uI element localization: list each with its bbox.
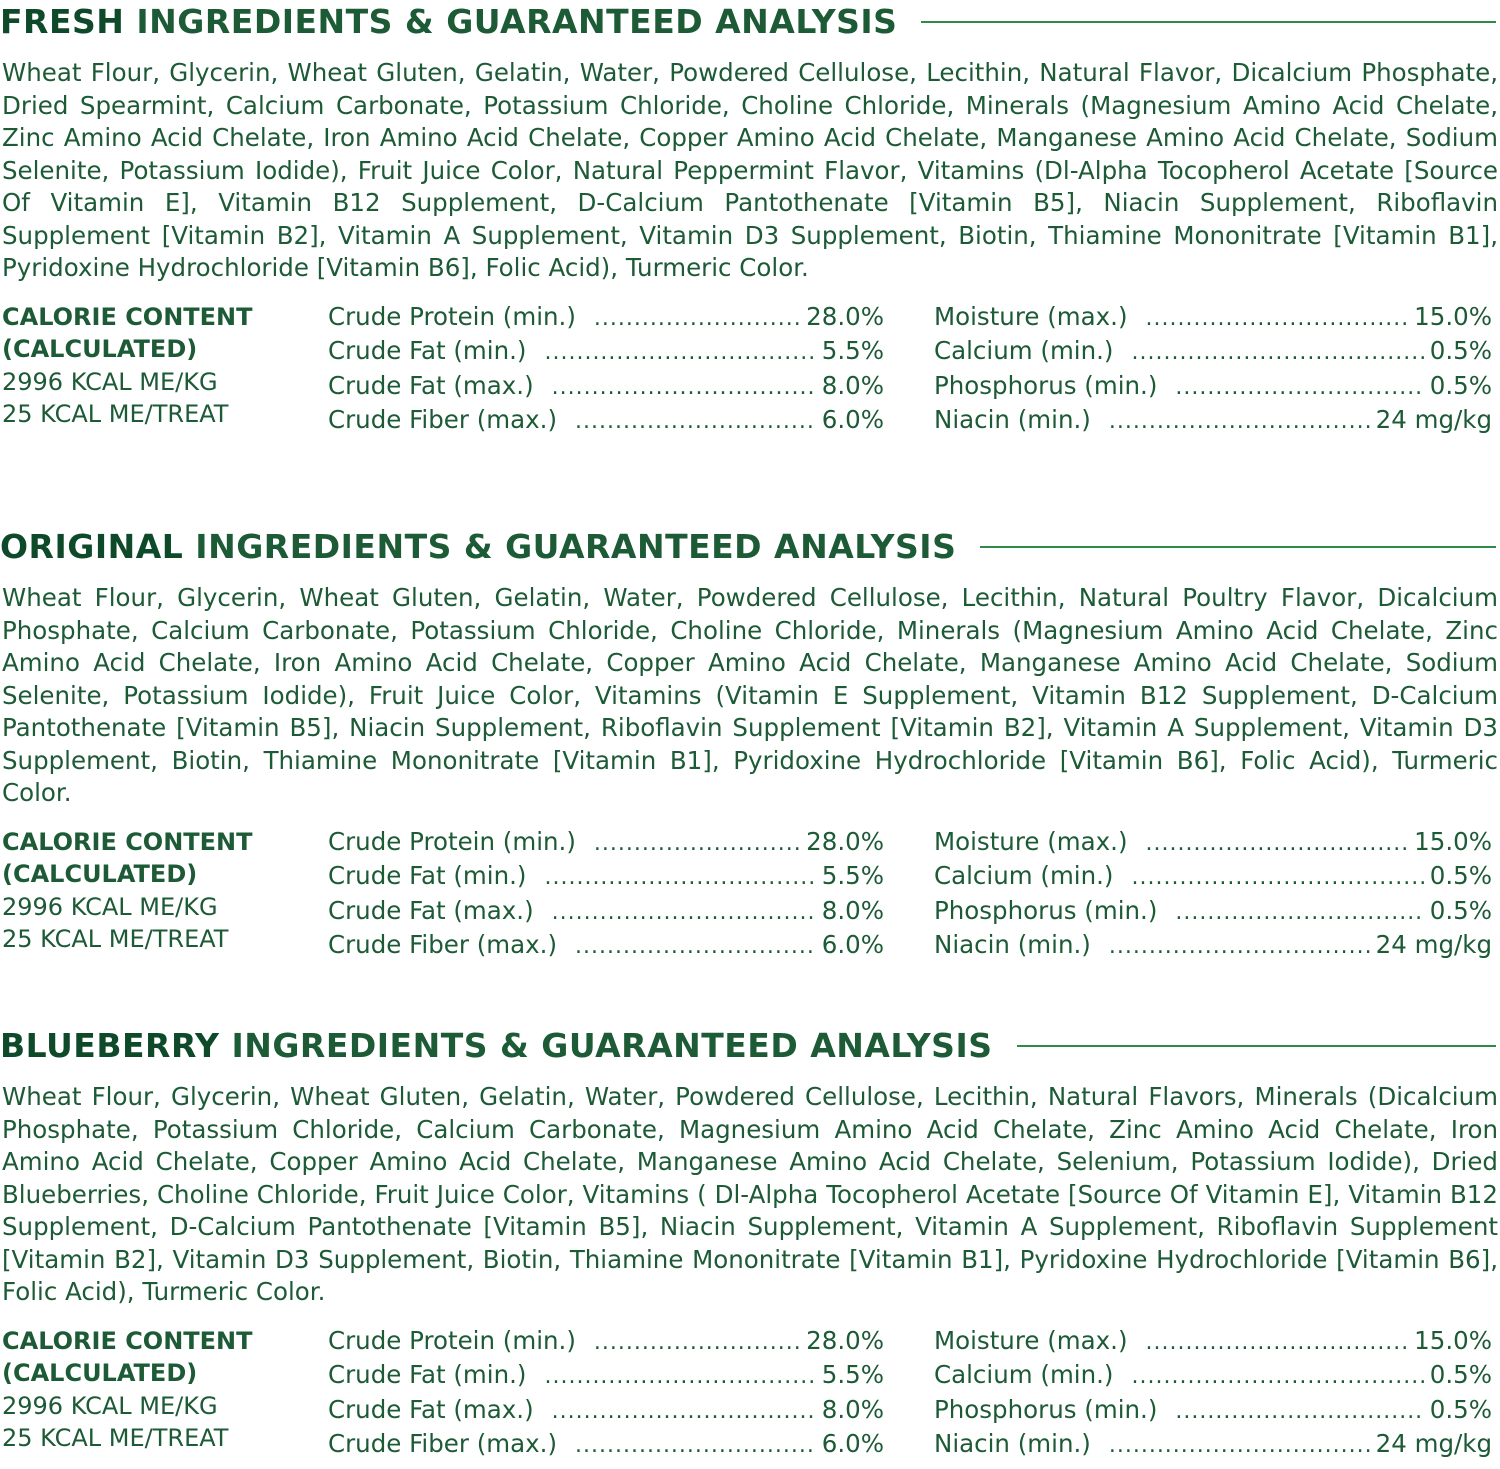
guaranteed-analysis — [0, 1325, 1500, 1457]
row-value: 8.0% — [821, 1394, 884, 1424]
dot-leader — [1132, 1361, 1424, 1394]
analysis-row — [328, 301, 884, 336]
dot-leader — [1146, 1327, 1409, 1360]
row-label: Crude Protein (min.) — [328, 301, 576, 331]
analysis-row — [934, 301, 1492, 336]
section-blueberry — [0, 1024, 1500, 1457]
kcal-per-kg: 2996 KCAL ME/KG — [2, 1391, 218, 1420]
dot-leader — [1132, 337, 1424, 370]
row-label: Crude Fat (min.) — [328, 861, 527, 890]
ingredients-text: Wheat Flour, Glycerin, Wheat Gluten, Gelatin, Water, Powdered Cellulose, Lecithin, Natural Poultry Flavor, Dicalcium Phosphate, Calcium Carbonate, Potassium Chloride, Choline Chloride, Minerals (Magnesium Amino Acid Chelate, Zinc Amino Acid Chelate, Iron Amino Acid Chelate, Copper Amino Acid Chelate, Manganese Amino Acid Chelate, Sodium Selenite, Potassium Iodide), Fruit Juice Color, Vitamins (Vitamin E Supplement, Vitamin B12 Supplement, D-Calcium Pantothenate [Vitamin B5], Niacin Supplement, Riboflavin Supplement [Vitamin B2], Vitamin A Supplement, Vitamin D3 Supplement, Biotin, Thiamine Mononitrate [Vitamin B1], Pyridoxine Hydrochloride [Vitamin B6], Folic Acid), Turmeric Color. — [2, 583, 1498, 807]
calorie-content — [2, 1325, 302, 1455]
analysis-row — [328, 1428, 884, 1463]
analysis-row — [328, 1359, 884, 1394]
row-value: 15.0% — [1414, 826, 1492, 856]
dot-leader — [1175, 897, 1423, 930]
calorie-heading: CALORIE CONTENT — [2, 827, 253, 856]
analysis-column-2 — [934, 826, 1492, 964]
analysis-row — [328, 1325, 884, 1360]
row-label: Crude Protein (min.) — [328, 1325, 576, 1355]
row-label: Moisture (max.) — [934, 826, 1128, 856]
calorie-content — [2, 826, 302, 956]
row-value: 0.5% — [1429, 861, 1492, 890]
section-header — [0, 525, 1500, 569]
row-value: 28.0% — [806, 301, 884, 331]
row-value: 24 mg/kg — [1375, 930, 1492, 959]
calorie-subheading: (CALCULATED) — [2, 1359, 198, 1387]
row-value: 0.5% — [1429, 336, 1492, 365]
analysis-column-1 — [328, 1325, 884, 1463]
dot-leader — [1132, 862, 1424, 895]
analysis-column-1 — [328, 826, 884, 964]
analysis-column-2 — [934, 1325, 1492, 1463]
analysis-row — [328, 370, 884, 405]
analysis-row — [934, 370, 1492, 405]
analysis-row — [934, 404, 1492, 439]
kcal-per-treat: 25 KCAL ME/TREAT — [2, 1424, 229, 1452]
row-value: 24 mg/kg — [1375, 405, 1492, 434]
row-label: Calcium (min.) — [934, 861, 1114, 890]
section-title — [0, 1026, 993, 1066]
row-value: 6.0% — [821, 405, 884, 434]
analysis-row — [328, 404, 884, 439]
analysis-row — [328, 895, 884, 930]
ingredients-text: Wheat Flour, Glycerin, Wheat Gluten, Gelatin, Water, Powdered Cellulose, Lecithin, Natural Flavors, Minerals (Dicalcium Phosphate, Potassium Chloride, Calcium Carbonate, Magnesium Amino Acid Chelate, Zinc Amino Acid Chelate, Iron Amino Acid Chelate, Copper Amino Acid Chelate, Manganese Amino Acid Chelate, Selenium, Potassium Iodide), Dried Blueberries, Choline Chloride, Fruit Juice Color, Vitamins ( Dl-Alpha Tocopherol Acetate [Source Of Vitamin E], Vitamin B12 Supplement, D-Calcium Pantothenate [Vitamin B5], Niacin Supplement, Vitamin A Supplement, Riboflavin Supplement [Vitamin B2], Vitamin D3 Supplement, Biotin, Thiamine Mononitrate [Vitamin B1], Pyridoxine Hydrochloride [Vitamin B6], Folic Acid), Turmeric Color. — [2, 1082, 1498, 1306]
dot-leader — [544, 1361, 815, 1394]
analysis-row — [934, 1428, 1492, 1463]
dot-leader — [575, 931, 816, 964]
row-value: 0.5% — [1429, 1360, 1492, 1389]
row-value: 15.0% — [1414, 301, 1492, 331]
row-value: 5.5% — [821, 1360, 884, 1389]
calorie-subheading: (CALCULATED) — [2, 335, 198, 363]
section-title — [0, 527, 956, 567]
calorie-heading: CALORIE CONTENT — [2, 1326, 253, 1355]
analysis-row — [934, 335, 1492, 370]
row-value: 28.0% — [806, 1325, 884, 1355]
row-value: 6.0% — [821, 930, 884, 959]
row-label: Crude Fat (max.) — [328, 1394, 534, 1424]
dot-leader — [552, 372, 816, 405]
analysis-row — [328, 929, 884, 964]
variety-name: FRESH — [0, 2, 125, 41]
calorie-content — [2, 301, 302, 431]
analysis-row — [934, 1394, 1492, 1429]
guaranteed-analysis — [0, 826, 1500, 958]
analysis-row — [934, 860, 1492, 895]
dot-leader — [552, 1396, 816, 1429]
row-label: Phosphorus (min.) — [934, 1394, 1158, 1424]
row-label: Calcium (min.) — [934, 1360, 1114, 1389]
analysis-column-1 — [328, 301, 884, 439]
dot-leader — [1109, 1430, 1370, 1463]
dot-leader — [575, 406, 816, 439]
dot-leader — [575, 1430, 816, 1463]
row-label: Crude Fiber (max.) — [328, 1429, 558, 1458]
variety-name: BLUEBERRY — [0, 1026, 220, 1065]
section-original — [0, 525, 1500, 958]
kcal-per-kg: 2996 KCAL ME/KG — [2, 367, 218, 396]
dot-leader — [544, 337, 815, 370]
dot-leader — [1146, 828, 1409, 861]
row-value: 0.5% — [1429, 1394, 1492, 1424]
dot-leader — [552, 897, 816, 930]
header-rule — [980, 546, 1496, 548]
row-label: Phosphorus (min.) — [934, 895, 1158, 925]
row-value: 8.0% — [821, 370, 884, 400]
dot-leader — [1175, 1396, 1423, 1429]
row-label: Niacin (min.) — [934, 405, 1091, 434]
title-suffix: INGREDIENTS & GUARANTEED ANALYSIS — [231, 1026, 993, 1065]
section-header — [0, 1024, 1500, 1068]
row-label: Niacin (min.) — [934, 930, 1091, 959]
section-title — [0, 2, 897, 42]
title-suffix: INGREDIENTS & GUARANTEED ANALYSIS — [136, 2, 898, 41]
header-rule — [1017, 1045, 1497, 1047]
row-value: 0.5% — [1429, 895, 1492, 925]
row-value: 5.5% — [821, 861, 884, 890]
dot-leader — [594, 303, 800, 336]
analysis-row — [934, 1359, 1492, 1394]
row-value: 24 mg/kg — [1375, 1429, 1492, 1458]
row-value: 8.0% — [821, 895, 884, 925]
calorie-heading: CALORIE CONTENT — [2, 302, 253, 331]
kcal-per-treat: 25 KCAL ME/TREAT — [2, 400, 229, 428]
row-value: 5.5% — [821, 336, 884, 365]
analysis-column-2 — [934, 301, 1492, 439]
row-label: Phosphorus (min.) — [934, 370, 1158, 400]
dot-leader — [594, 828, 800, 861]
dot-leader — [1109, 931, 1370, 964]
section-header — [0, 0, 1500, 44]
row-label: Moisture (max.) — [934, 1325, 1128, 1355]
row-label: Crude Fat (min.) — [328, 1360, 527, 1389]
ingredients-text: Wheat Flour, Glycerin, Wheat Gluten, Gelatin, Water, Powdered Cellulose, Lecithin, Natural Flavor, Dicalcium Phosphate, Dried Spearmint, Calcium Carbonate, Potassium Chloride, Choline Chloride, Minerals (Magnesium Amino Acid Chelate, Zinc Amino Acid Chelate, Iron Amino Acid Chelate, Copper Amino Acid Chelate, Manganese Amino Acid Chelate, Sodium Selenite, Potassium Iodide), Fruit Juice Color, Natural Peppermint Flavor, Vitamins (Dl-Alpha Tocopherol Acetate [Source Of Vitamin E], Vitamin B12 Supplement, D-Calcium Pantothenate [Vitamin B5], Niacin Supplement, Riboflavin Supplement [Vitamin B2], Vitamin A Supplement, Vitamin D3 Supplement, Biotin, Thiamine Mononitrate [Vitamin B1], Pyridoxine Hydrochloride [Vitamin B6], Folic Acid), Turmeric Color. — [2, 58, 1498, 282]
analysis-row — [328, 1394, 884, 1429]
row-value: 6.0% — [821, 1429, 884, 1458]
analysis-row — [328, 826, 884, 861]
analysis-row — [934, 929, 1492, 964]
title-suffix: INGREDIENTS & GUARANTEED ANALYSIS — [195, 527, 957, 566]
dot-leader — [1109, 406, 1370, 439]
row-label: Crude Fat (max.) — [328, 370, 534, 400]
row-value: 28.0% — [806, 826, 884, 856]
row-label: Calcium (min.) — [934, 336, 1114, 365]
section-fresh — [0, 0, 1500, 433]
kcal-per-treat: 25 KCAL ME/TREAT — [2, 925, 229, 953]
guaranteed-analysis — [0, 301, 1500, 433]
row-label: Niacin (min.) — [934, 1429, 1091, 1458]
row-value: 0.5% — [1429, 370, 1492, 400]
row-label: Crude Fiber (max.) — [328, 405, 558, 434]
analysis-row — [328, 860, 884, 895]
analysis-row — [934, 1325, 1492, 1360]
row-value: 15.0% — [1414, 1325, 1492, 1355]
analysis-row — [328, 335, 884, 370]
analysis-row — [934, 895, 1492, 930]
dot-leader — [1175, 372, 1423, 405]
dot-leader — [594, 1327, 800, 1360]
row-label: Moisture (max.) — [934, 301, 1128, 331]
row-label: Crude Fat (min.) — [328, 336, 527, 365]
row-label: Crude Fiber (max.) — [328, 930, 558, 959]
row-label: Crude Protein (min.) — [328, 826, 576, 856]
kcal-per-kg: 2996 KCAL ME/KG — [2, 892, 218, 921]
variety-name: ORIGINAL — [0, 527, 184, 566]
dot-leader — [544, 862, 815, 895]
dot-leader — [1146, 303, 1409, 336]
row-label: Crude Fat (max.) — [328, 895, 534, 925]
header-rule — [921, 21, 1496, 23]
calorie-subheading: (CALCULATED) — [2, 860, 198, 888]
analysis-row — [934, 826, 1492, 861]
